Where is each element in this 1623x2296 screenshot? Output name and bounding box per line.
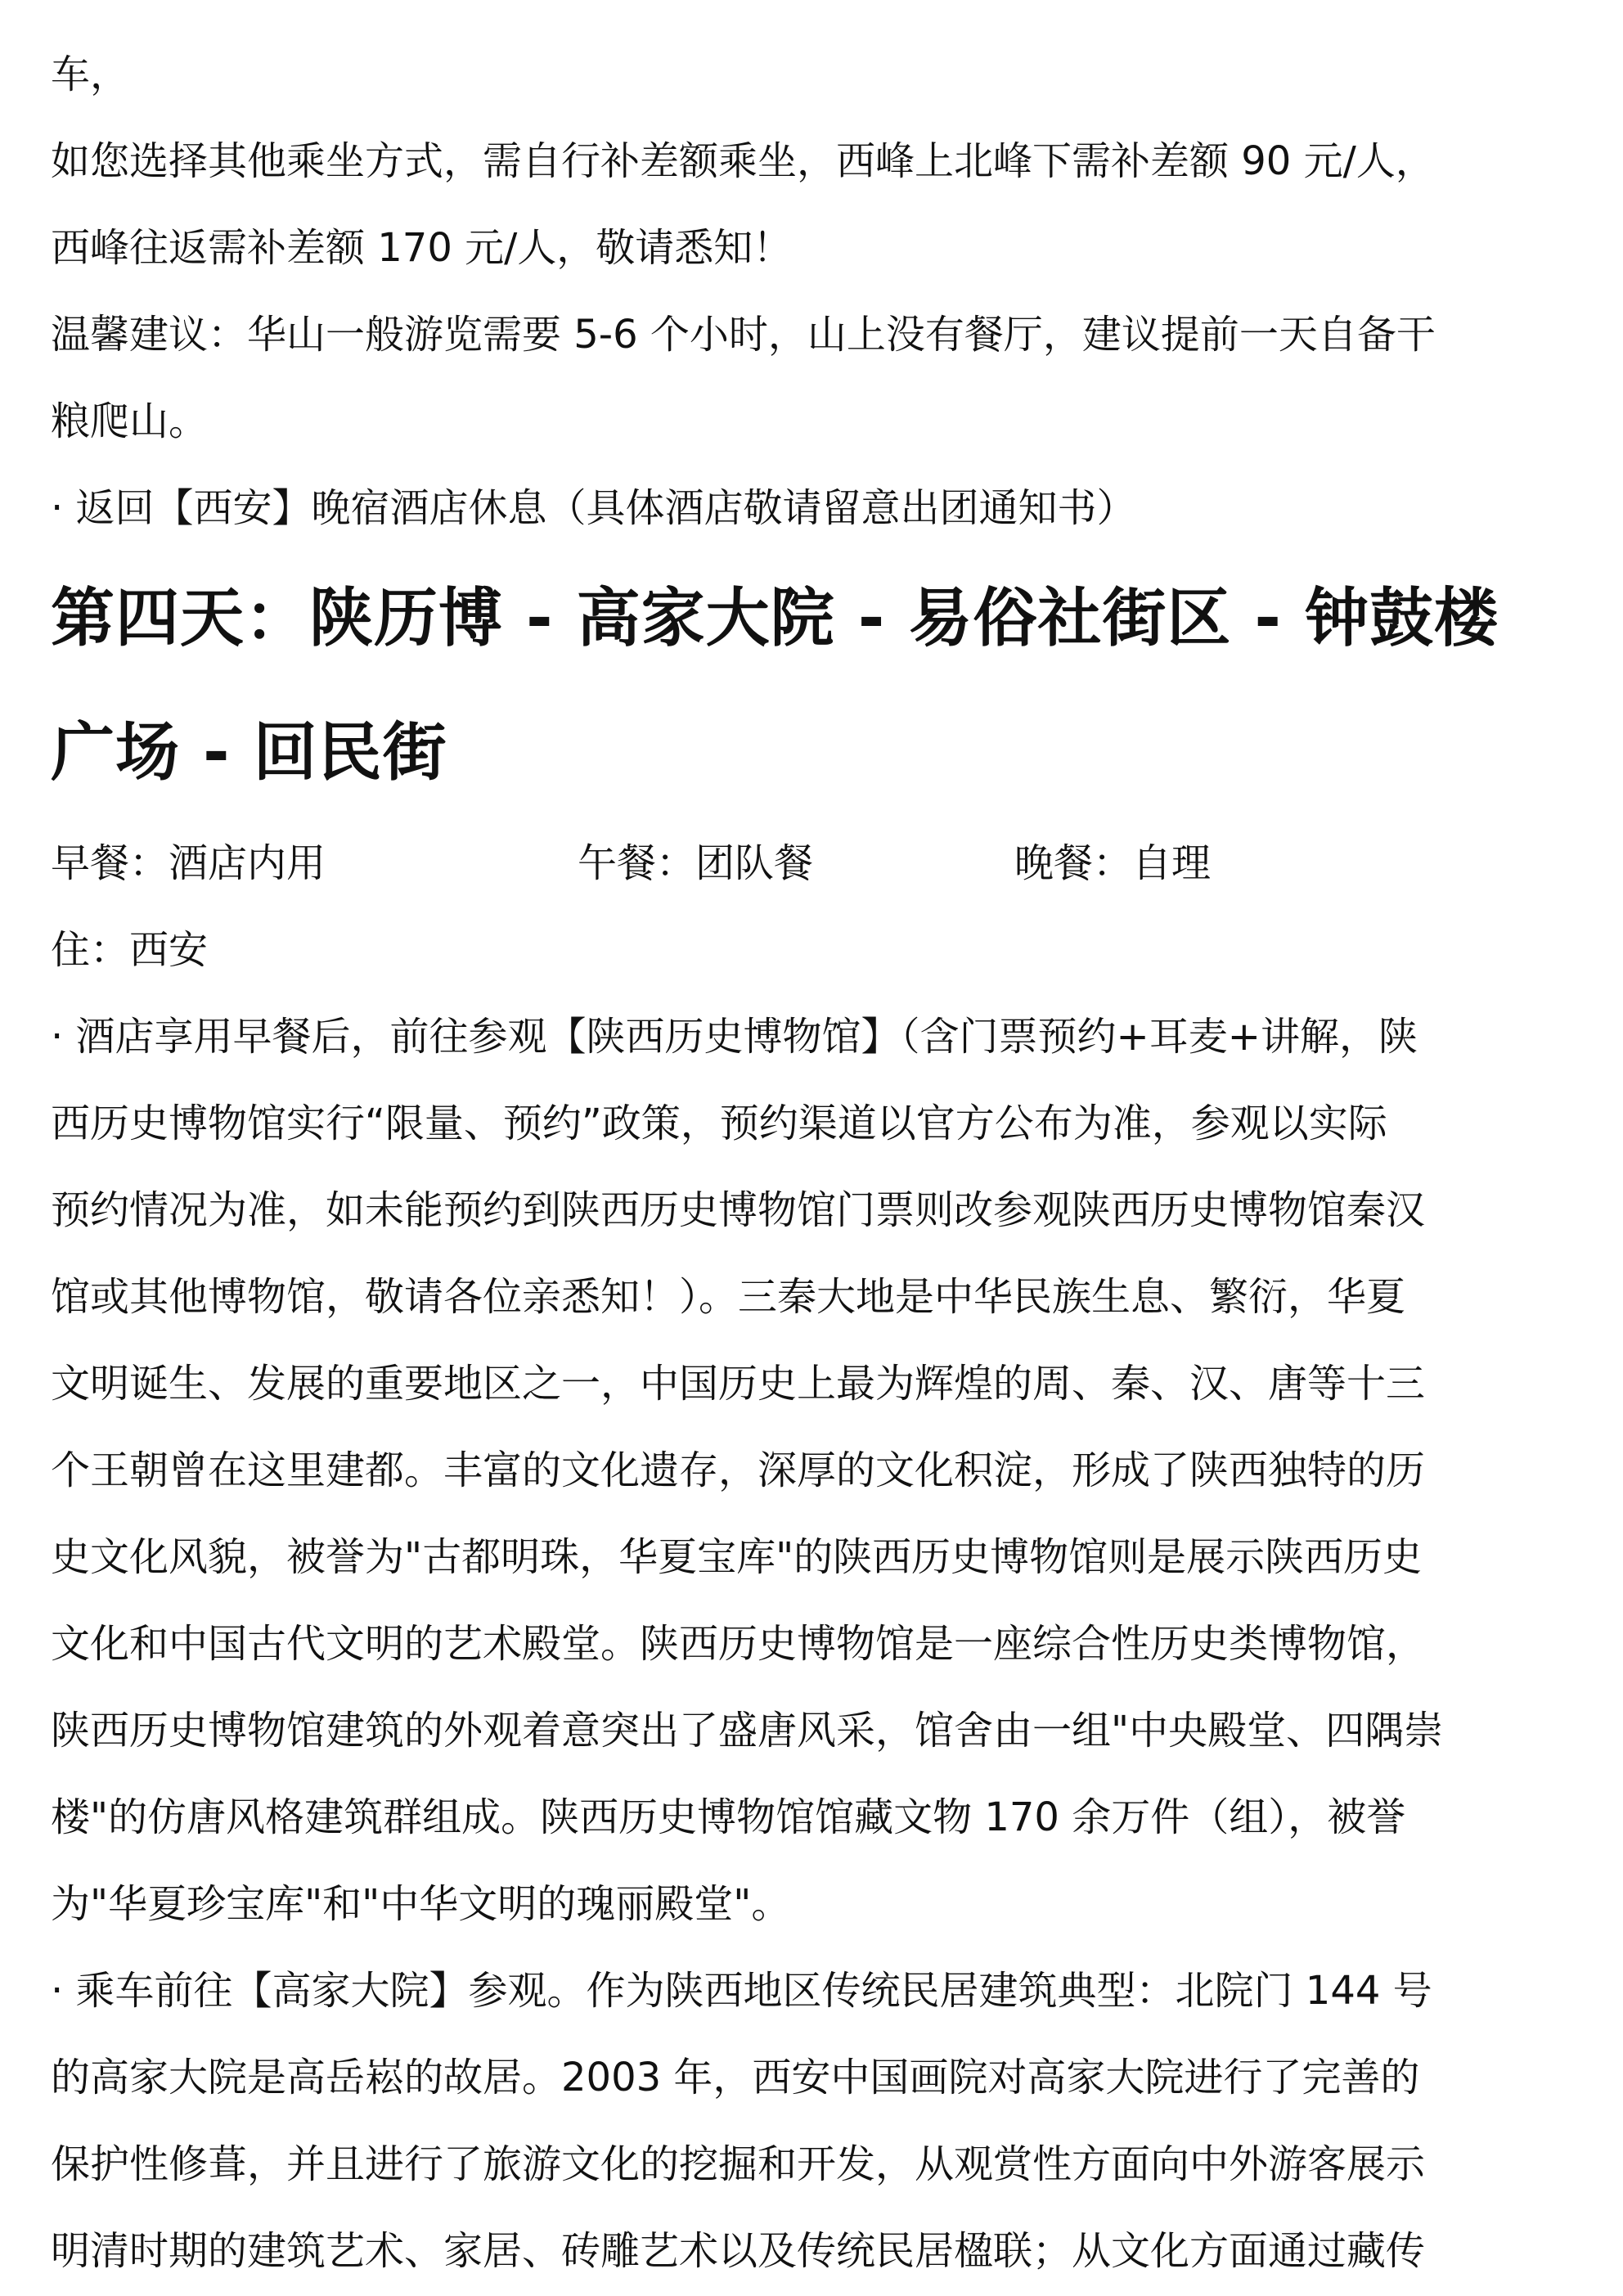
meal-breakfast: 早餐：酒店内用	[51, 840, 326, 886]
text-line: 史文化风貌，被誉为"古都明珠，华夏宝库"的陕西历史博物馆则是展示陕西历史	[51, 1534, 1423, 1580]
meal-lunch: 午餐：团队餐	[578, 840, 814, 886]
text-line: 馆或其他博物馆，敬请各位亲悉知！）。三秦大地是中华民族生息、繁衍，华夏	[51, 1274, 1406, 1320]
text-line: 文明诞生、发展的重要地区之一，中国历史上最为辉煌的周、秦、汉、唐等十三	[51, 1361, 1426, 1407]
text-line: 如您选择其他乘坐方式，需自行补差额乘坐，西峰上北峰下需补差额 90 元/人，	[51, 138, 1435, 184]
day4-title-line: 广场 - 回民街	[51, 716, 447, 790]
text-line: 楼"的仿唐风格建筑群组成。陕西历史博物馆馆藏文物 170 余万件（组），被誉	[51, 1794, 1406, 1840]
text-line: 预约情况为准，如未能预约到陕西历史博物馆门票则改参观陕西历史博物馆秦汉	[51, 1187, 1426, 1233]
day4-heading	[51, 551, 1589, 820]
text-line: 西历史博物馆实行“限量、预约”政策，预约渠道以官方公布为准，参观以实际	[51, 1101, 1387, 1146]
text-line: · 乘车前往【高家大院】参观。作为陕西地区传统民居建筑典型：北院门 144 号	[51, 1968, 1432, 2014]
text-line: · 酒店享用早餐后，前往参观【陕西历史博物馆】（含门票预约+耳麦+讲解，陕	[51, 1014, 1418, 1060]
text-line: 西峰往返需补差额 170 元/人，敬请悉知！	[51, 225, 793, 271]
meal-dinner: 晚餐：自理	[1014, 840, 1212, 886]
gaojia-paragraph	[51, 1947, 1589, 2294]
intro-section	[51, 31, 1589, 551]
text-line: 陕西历史博物馆建筑的外观着意突出了盛唐风采，馆舍由一组"中央殿堂、四隅崇	[51, 1708, 1444, 1754]
museum-paragraph	[51, 993, 1589, 1947]
day4-title-line: 第四天：陕历博 - 高家大院 - 易俗社街区 - 钟鼓楼	[51, 582, 1499, 655]
text-line: 温馨建议：华山一般游览需要 5-6 个小时，山上没有餐厅，建议提前一天自备干	[51, 312, 1436, 358]
text-line: 的高家大院是高岳崧的故居。2003 年，西安中国画院对高家大院进行了完善的	[51, 2055, 1420, 2100]
meals-row	[51, 820, 1589, 907]
document-content	[51, 31, 1589, 2294]
text-line: 为"华夏珍宝库"和"中华文明的瑰丽殿堂"。	[51, 1881, 791, 1927]
text-line: 明清时期的建筑艺术、家居、砖雕艺术以及传统民居楹联；从文化方面通过藏传	[51, 2228, 1426, 2274]
text-line: 保护性修葺，并且进行了旅游文化的挖掘和开发，从观赏性方面向中外游客展示	[51, 2141, 1426, 2187]
text-line: 车，	[51, 52, 130, 97]
text-line: 粮爬山。	[51, 398, 209, 444]
stay-line: 住：西安	[51, 927, 209, 973]
text-line: 文化和中国古代文明的艺术殿堂。陕西历史博物馆是一座综合性历史类博物馆，	[51, 1621, 1426, 1667]
text-line: 个王朝曾在这里建都。丰富的文化遗存，深厚的文化积淀，形成了陕西独特的历	[51, 1447, 1426, 1493]
text-line: · 返回【西安】晚宿酒店休息（具体酒店敬请留意出团通知书）	[51, 485, 1136, 531]
